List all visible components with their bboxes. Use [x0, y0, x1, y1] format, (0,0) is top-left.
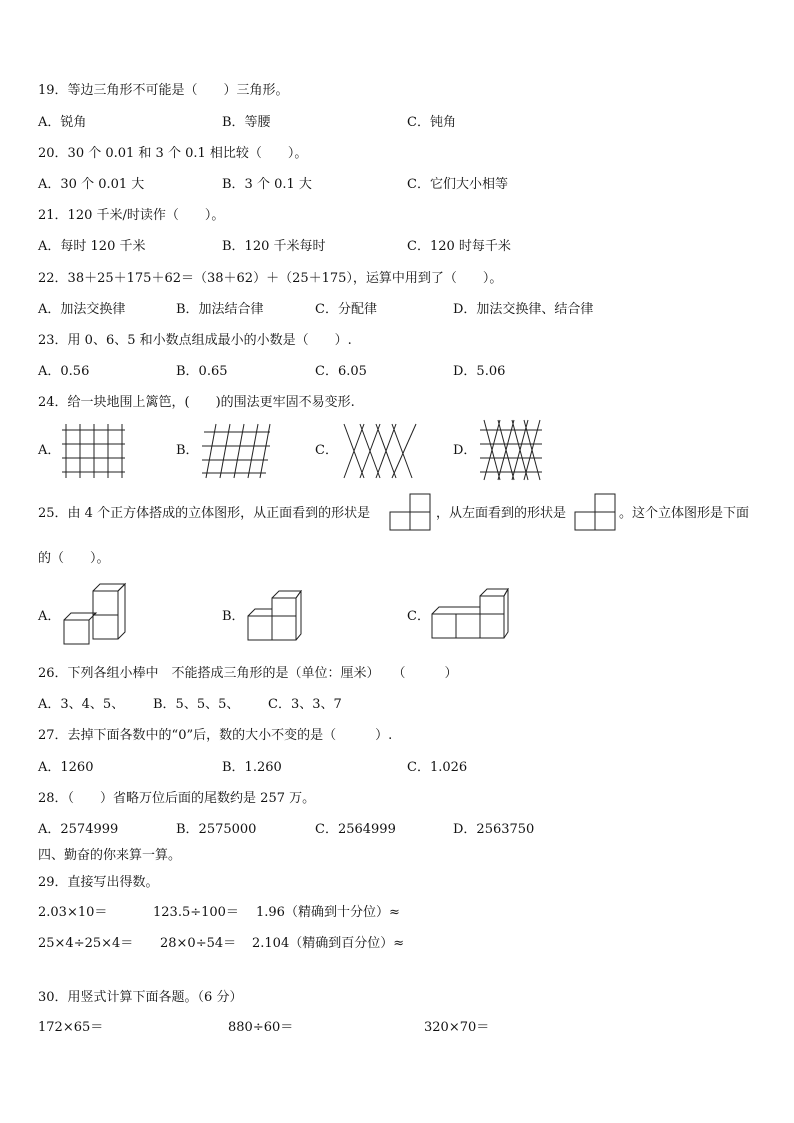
q24-option-d: D．: [453, 443, 477, 458]
q24-option-b: B．: [176, 443, 199, 458]
q27-stem: 27．去掉下面各数中的“0”后，数的大小不变的是（ ）.: [38, 728, 393, 743]
q30-item: 880÷60＝: [228, 1020, 294, 1035]
q20-option-a: A．30 个 0.01 大: [38, 177, 145, 192]
q25-stem-part3: 。这个立体图形是下面: [619, 506, 750, 521]
cube-stack-b-figure: [246, 590, 302, 642]
q22-option-d: D．加法交换律、结合律: [453, 302, 594, 317]
q23-option-c: C．6.05: [315, 364, 367, 379]
q27-option-a: A．1260: [38, 760, 94, 775]
q24-stem: 24．给一块地围上篱笆，( )的围法更牢固不易变形.: [38, 395, 355, 410]
q30-stem: 30．用竖式计算下面各题。（6 分）: [38, 990, 243, 1005]
q29-stem: 29．直接写出得数。: [38, 875, 159, 890]
q19-option-a: A．锐角: [38, 115, 87, 130]
fence-cross-figure: [340, 422, 420, 480]
q19-option-c: C．钝角: [407, 115, 456, 130]
q25-option-b: B．: [222, 609, 245, 624]
section4-heading: 四、勤奋的你来算一算。: [38, 848, 182, 863]
q21-option-a: A．每时 120 千米: [38, 239, 146, 254]
q26-option-a: A．3、4、5、: [38, 697, 125, 712]
q20-option-b: B．3 个 0.1 大: [222, 177, 312, 192]
q20-option-c: C．它们大小相等: [407, 177, 508, 192]
q19-option-b: B．等腰: [222, 115, 271, 130]
fence-square-grid-figure: [60, 422, 126, 480]
q23-option-a: A．0.56: [38, 364, 90, 379]
q28-stem: 28．（ ）省略万位后面的尾数约是 257 万。: [38, 791, 316, 806]
q30-item: 320×70＝: [424, 1020, 490, 1035]
q26-option-c: C．3、3、7: [268, 697, 342, 712]
q29-item: 123.5÷100＝: [153, 905, 239, 920]
q19-stem: 19．等边三角形不可能是（ ）三角形。: [38, 83, 289, 98]
front-view-figure: [389, 492, 433, 532]
q22-option-a: A．加法交换律: [38, 302, 126, 317]
q29-item: 2.104（精确到百分位）≈: [252, 936, 405, 951]
q24-option-c: C．: [315, 443, 338, 458]
q30-item: 172×65＝: [38, 1020, 104, 1035]
q22-option-c: C．分配律: [315, 302, 377, 317]
q22-option-b: B．加法结合律: [176, 302, 264, 317]
q21-option-c: C．120 时每千米: [407, 239, 511, 254]
q28-option-c: C．2564999: [315, 822, 396, 837]
q24-option-a: A．: [38, 443, 61, 458]
q25-option-c: C．: [407, 609, 430, 624]
q25-stem-part2: ，从左面看到的形状是: [436, 506, 567, 521]
q23-option-b: B．0.65: [176, 364, 228, 379]
q23-option-d: D．5.06: [453, 364, 506, 379]
q29-item: 2.03×10＝: [38, 905, 108, 920]
q29-item: 1.96（精确到十分位）≈: [256, 905, 400, 920]
q27-option-c: C．1.026: [407, 760, 468, 775]
q29-item: 28×0÷54＝: [160, 936, 237, 951]
fence-slanted-grid-figure: [200, 422, 272, 480]
q25-stem-continuation: 的（ ）。: [38, 551, 110, 566]
left-view-figure: [574, 492, 618, 532]
q28-option-d: D．2563750: [453, 822, 535, 837]
q28-option-a: A．2574999: [38, 822, 119, 837]
q22-stem: 22．38＋25＋175＋62＝（38＋62）＋（25＋175），运算中用到了（ ）。: [38, 271, 503, 286]
q26-option-b: B．5、5、5、: [153, 697, 240, 712]
q21-option-b: B．120 千米每时: [222, 239, 326, 254]
q21-stem: 21．120 千米/时读作（ ）。: [38, 208, 225, 223]
q20-stem: 20．30 个 0.01 和 3 个 0.1 相比较（ ）。: [38, 146, 308, 161]
q29-item: 25×4÷25×4＝: [38, 936, 134, 951]
q26-stem: 26．下列各组小棒中 不能搭成三角形的是（单位：厘米） （ ）: [38, 666, 458, 681]
q28-option-b: B．2575000: [176, 822, 257, 837]
q25-stem-part1: 25．由 4 个正方体搭成的立体图形，从正面看到的形状是: [38, 506, 371, 521]
fence-cross-with-rails-figure: [478, 418, 544, 482]
q23-stem: 23．用 0、6、5 和小数点组成最小的小数是（ ）.: [38, 333, 352, 348]
q25-option-a: A．: [38, 609, 61, 624]
q27-option-b: B．1.260: [222, 760, 282, 775]
cube-stack-a-figure: [60, 582, 126, 646]
cube-stack-c-figure: [430, 588, 510, 642]
